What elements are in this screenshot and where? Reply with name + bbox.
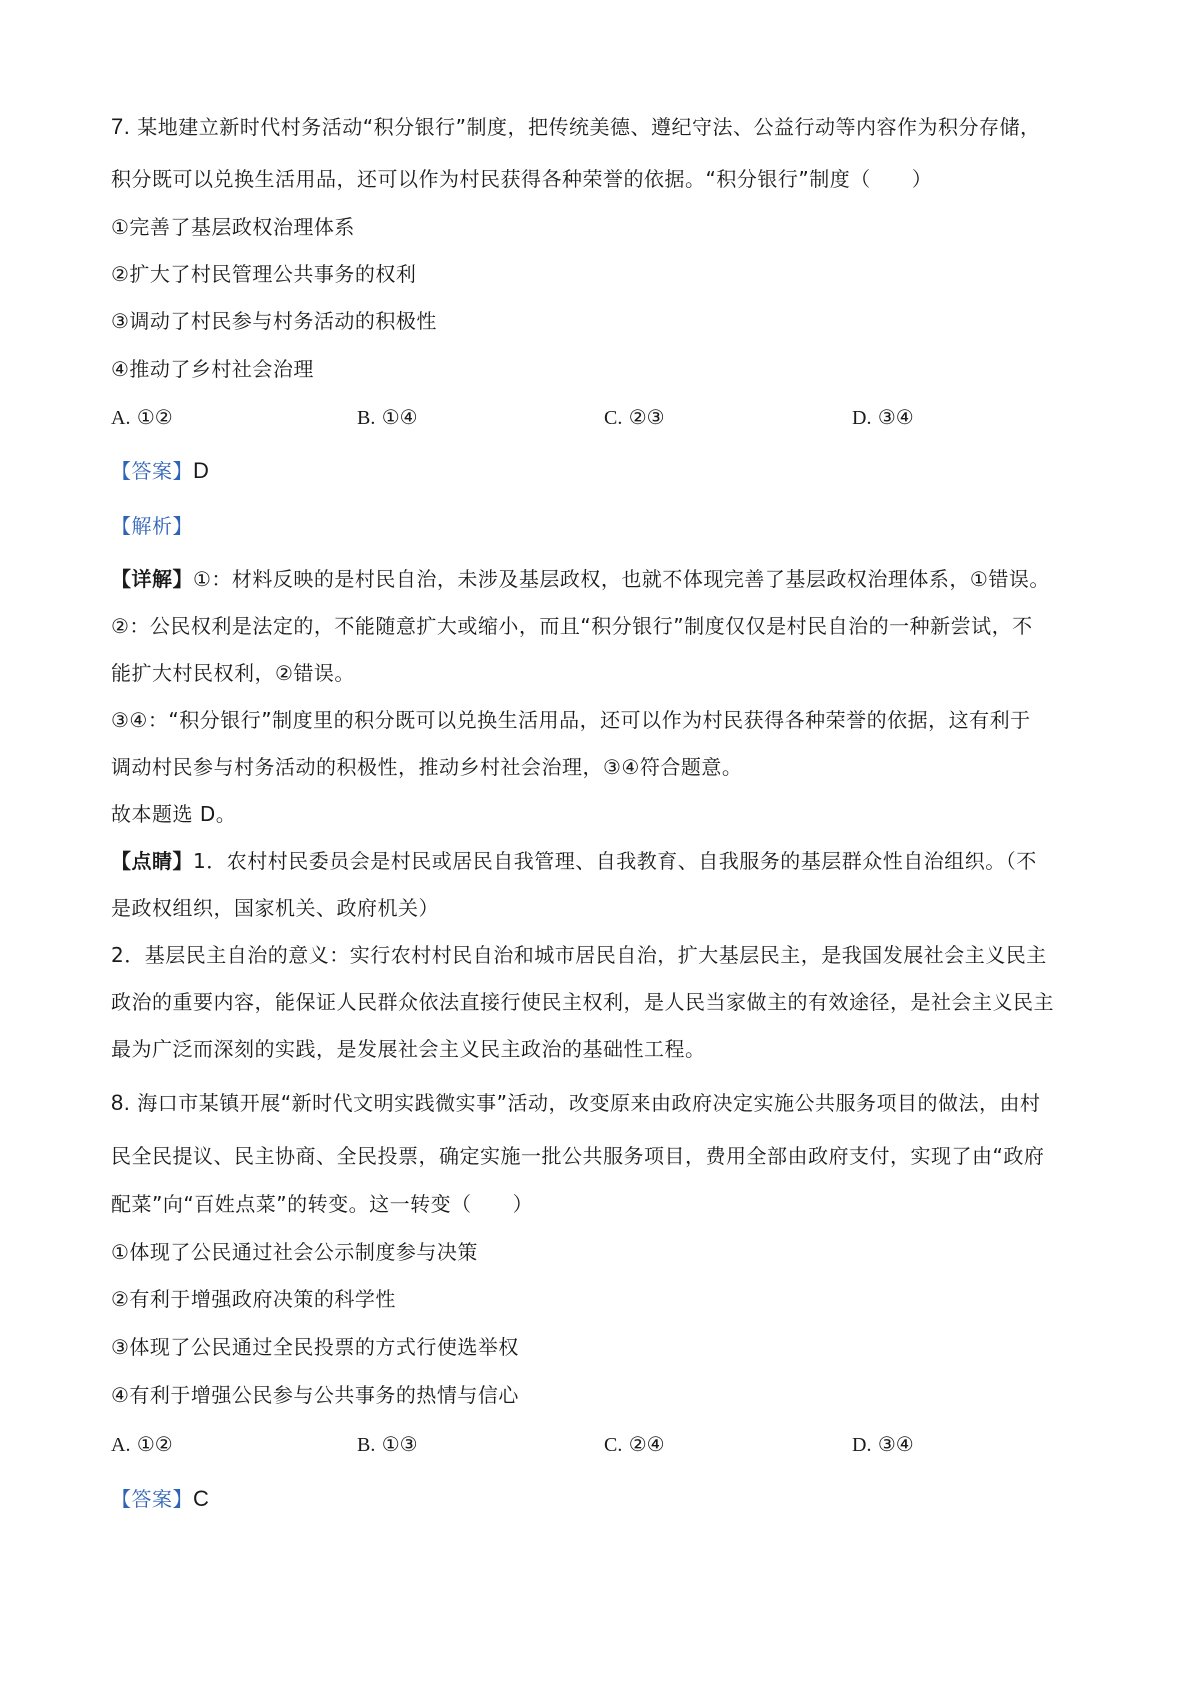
q8-option-d [852, 1430, 914, 1459]
q7-detail-line-5: 调动村民参与村务活动的积极性，推动乡村社会治理，③④符合题意。 [111, 755, 743, 779]
q8-stem-line-1 [111, 1089, 1040, 1117]
q7-detail-text-1: ①：材料反映的是村民自治，未涉及基层政权，也就不体现完善了基层政权治理体系，①错误。 [193, 567, 1050, 591]
q7-stem-line-2: 积分既可以兑换生活用品，还可以作为村民获得各种荣誉的依据。“积分银行”制度（ ） [111, 167, 933, 191]
q7-detail-line-6: 故本题选 D。 [111, 802, 237, 826]
q8-option-c-letter: C. [604, 1434, 623, 1456]
q7-option-a [111, 403, 173, 432]
q7-option-a-text: ①② [136, 405, 173, 429]
q7-option-c-letter: C. [604, 407, 623, 429]
q7-number: 7. [111, 114, 131, 139]
q7-note-tag: 【点睛】 [111, 849, 193, 873]
q8-stem-text-1: 海口市某镇开展“新时代文明实践微实事”活动，改变原来由政府决定实施公共服务项目的做法，由村 [137, 1091, 1041, 1115]
q8-item-3: ③体现了公民通过全民投票的方式行使选举权 [111, 1335, 519, 1359]
q7-option-c-text: ②③ [628, 405, 665, 429]
q8-item-1: ①体现了公民通过社会公示制度参与决策 [111, 1240, 478, 1264]
q7-option-d-letter: D. [852, 407, 872, 429]
q7-item-4: ④推动了乡村社会治理 [111, 357, 314, 381]
q8-answer-value: C [193, 1486, 210, 1511]
q8-answer-tag: 【答案】 [111, 1487, 193, 1511]
q7-stem-line-1 [111, 113, 1040, 141]
q8-option-b-letter: B. [357, 1434, 376, 1456]
q7-option-a-letter: A. [111, 407, 131, 429]
q7-detail-tag: 【详解】 [111, 567, 193, 591]
q7-answer-tag: 【答案】 [111, 459, 193, 483]
q7-option-d [852, 403, 914, 432]
q7-note-line-3: 2．基层民主自治的意义：实行农村村民自治和城市居民自治，扩大基层民主，是我国发展社会主义民主 [111, 943, 1047, 967]
q7-answer-value: D [193, 458, 210, 483]
q8-item-2: ②有利于增强政府决策的科学性 [111, 1287, 396, 1311]
q7-note-line-5: 最为广泛而深刻的实践，是发展社会主义民主政治的基础性工程。 [111, 1037, 706, 1061]
q7-answer-line [111, 457, 209, 485]
q8-number: 8. [111, 1090, 131, 1115]
q7-detail-line-3: 能扩大村民权利，②错误。 [111, 661, 355, 685]
q7-option-b-letter: B. [357, 407, 376, 429]
q8-stem-line-3: 配菜”向“百姓点菜”的转变。这一转变（ ） [111, 1192, 534, 1216]
q8-option-d-text: ③④ [877, 1432, 914, 1456]
q8-option-a-text: ①② [136, 1432, 173, 1456]
q8-option-a-letter: A. [111, 1434, 131, 1456]
q7-item-2: ②扩大了村民管理公共事务的权利 [111, 262, 417, 286]
q7-note-text-1: 1．农村村民委员会是村民或居民自我管理、自我教育、自我服务的基层群众性自治组织。（不 [193, 849, 1037, 873]
q7-note-line-2: 是政权组织，国家机关、政府机关） [111, 896, 439, 920]
q7-note-line-4: 政治的重要内容，能保证人民群众依法直接行使民主权利，是人民当家做主的有效途径，是社会主义民主 [111, 990, 1054, 1014]
q8-option-c [604, 1430, 665, 1459]
q8-option-c-text: ②④ [628, 1432, 665, 1456]
q7-item-3: ③调动了村民参与村务活动的积极性 [111, 309, 437, 333]
q8-item-4: ④有利于增强公民参与公共事务的热情与信心 [111, 1383, 519, 1407]
q7-analysis-tag: 【解析】 [111, 514, 193, 538]
q7-analysis-line [111, 512, 193, 540]
q8-stem-line-2: 民全民提议、民主协商、全民投票，确定实施一批公共服务项目，费用全部由政府支付，实现了由“政府 [111, 1144, 1045, 1168]
q7-note-line-1 [111, 847, 1037, 875]
q8-option-a [111, 1430, 173, 1459]
q7-item-1: ①完善了基层政权治理体系 [111, 215, 355, 239]
q8-option-b [357, 1430, 418, 1459]
q7-option-b-text: ①④ [381, 405, 418, 429]
q8-answer-line [111, 1485, 209, 1513]
q8-option-d-letter: D. [852, 1434, 872, 1456]
q7-option-d-text: ③④ [877, 405, 914, 429]
q7-detail-line-2: ②：公民权利是法定的，不能随意扩大或缩小，而且“积分银行”制度仅仅是村民自治的一种新尝试，不 [111, 614, 1033, 638]
q7-option-b [357, 403, 418, 432]
q7-option-c [604, 403, 665, 432]
q8-option-b-text: ①③ [381, 1432, 418, 1456]
q7-detail-line-4: ③④：“积分银行”制度里的积分既可以兑换生活用品，还可以作为村民获得各种荣誉的依据，这有利于 [111, 708, 1031, 732]
q7-detail-line-1 [111, 565, 1050, 593]
q7-stem-text-1: 某地建立新时代村务活动“积分银行”制度，把传统美德、遵纪守法、公益行动等内容作为积分存储， [137, 115, 1041, 139]
